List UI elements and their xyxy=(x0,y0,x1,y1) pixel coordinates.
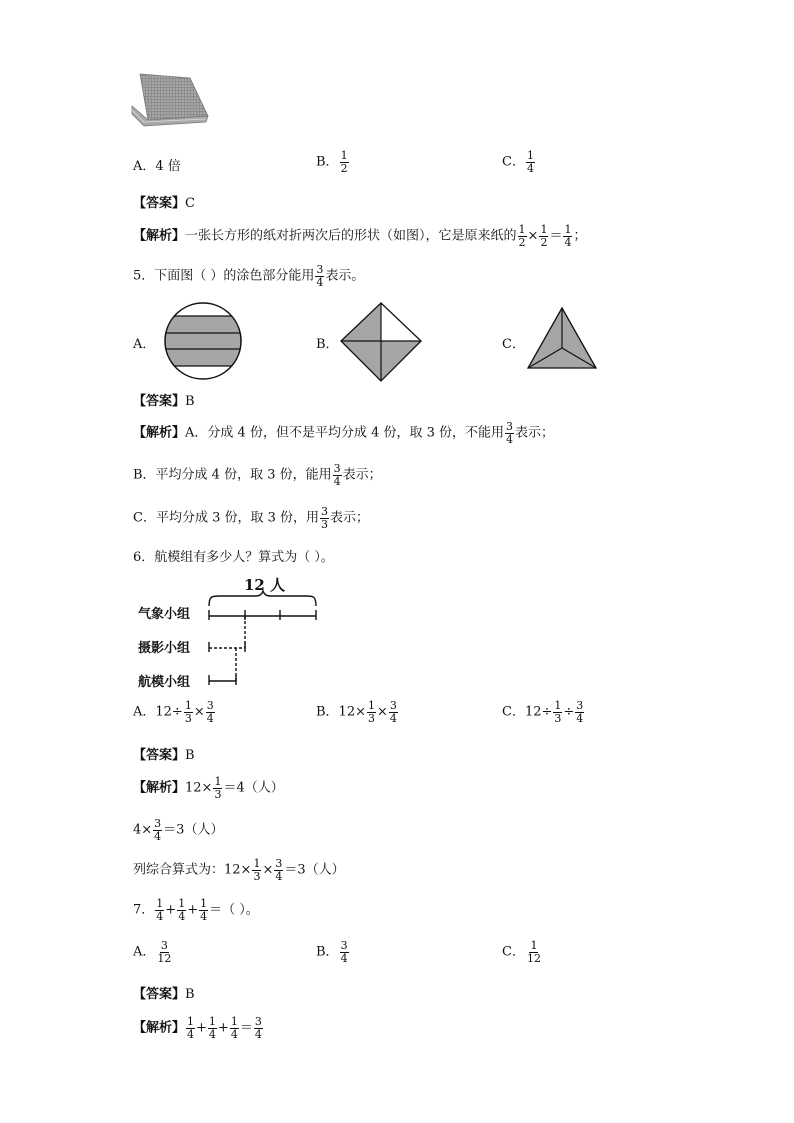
stem-text: 表示。 xyxy=(325,268,365,284)
denominator: 4 xyxy=(506,432,514,446)
q5-answer xyxy=(133,390,195,409)
punctuation: ； xyxy=(573,228,587,244)
analysis-text: B．平均分成 4 份，取 3 份，能用 xyxy=(133,467,332,483)
question-number: 7． xyxy=(133,902,155,918)
operator: × xyxy=(262,862,274,878)
denominator: 3 xyxy=(184,711,192,725)
q6-option-c xyxy=(502,700,585,724)
analysis-text: ＝3（人） xyxy=(163,822,224,838)
denominator: 4 xyxy=(340,951,348,965)
numerator: 3 xyxy=(154,817,162,830)
operator: × xyxy=(193,704,205,720)
answer-value: B xyxy=(185,987,195,1002)
numerator: 1 xyxy=(200,897,208,910)
denominator: 3 xyxy=(253,869,261,883)
diagram-total-label: 12 人 xyxy=(244,576,286,594)
q5-option-b-label: B． xyxy=(316,337,339,352)
q4-option-c xyxy=(502,150,536,174)
analysis-tag: 【解析】 xyxy=(133,780,186,796)
numerator: 1 xyxy=(368,699,375,712)
denominator: 4 xyxy=(526,161,534,175)
numerator: 1 xyxy=(554,699,562,712)
numerator: 1 xyxy=(526,149,534,162)
denominator: 4 xyxy=(178,909,186,923)
q7-answer xyxy=(133,983,195,1002)
analysis-tag: 【解析】 xyxy=(133,1020,186,1036)
q5-option-a-label: A． xyxy=(133,337,156,352)
numerator: 1 xyxy=(253,857,261,870)
option-label: A． xyxy=(133,944,156,960)
numerator: 1 xyxy=(564,223,572,236)
denominator: 4 xyxy=(389,711,397,725)
operator: × xyxy=(527,228,539,244)
answer-tag: 【答案】 xyxy=(133,748,186,763)
denominator: 3 xyxy=(321,517,329,531)
q4-option-b xyxy=(316,150,350,174)
analysis-text: 表示； xyxy=(330,510,370,526)
analysis-text: 表示； xyxy=(342,467,382,483)
answer-tag: 【答案】 xyxy=(133,987,186,1002)
denominator: 12 xyxy=(157,951,172,965)
operator: + xyxy=(196,1020,207,1036)
numerator: 1 xyxy=(340,149,348,162)
numerator: 3 xyxy=(389,699,397,712)
denominator: 4 xyxy=(208,1027,216,1041)
analysis-text: 列综合算式为：12× xyxy=(133,862,252,878)
q7-option-c xyxy=(502,940,543,964)
q4-option-a: A．4 倍 xyxy=(133,159,181,174)
q6-answer xyxy=(133,744,195,763)
denominator: 4 xyxy=(187,1027,195,1041)
numerator: 1 xyxy=(540,223,548,236)
numerator: 1 xyxy=(187,1015,195,1028)
numerator: 1 xyxy=(208,1015,216,1028)
denominator: 3 xyxy=(214,787,222,801)
denominator: 4 xyxy=(230,1027,238,1041)
q6-stem: 6．航模组有多少人？算式为（ ）。 xyxy=(133,550,334,565)
q6-option-a xyxy=(133,700,216,724)
numerator: 1 xyxy=(184,699,192,712)
option-label: B． xyxy=(316,944,339,960)
denominator: 2 xyxy=(540,235,548,249)
answer-value: C xyxy=(185,196,195,211)
denominator: 4 xyxy=(333,474,341,488)
numerator: 3 xyxy=(254,1015,262,1028)
numerator: 3 xyxy=(275,857,283,870)
denominator: 4 xyxy=(564,235,572,249)
answer-tag: 【答案】 xyxy=(133,394,186,409)
folded-paper-image xyxy=(128,70,210,130)
denominator: 4 xyxy=(275,869,283,883)
operator: ÷ xyxy=(563,704,575,720)
numerator: 1 xyxy=(178,897,186,910)
operator: + xyxy=(187,902,199,918)
triangle-figure xyxy=(526,306,598,370)
circle-figure xyxy=(163,302,243,380)
denominator: 12 xyxy=(526,951,541,965)
analysis-tag: 【解析】 xyxy=(133,228,186,244)
analysis-text: 一张长方形的纸对折两次后的形状（如图），它是原来纸的 xyxy=(185,228,517,244)
answer-value: B xyxy=(185,394,195,409)
operator: ＝ xyxy=(239,1020,253,1036)
q6-option-b xyxy=(316,700,399,724)
numerator: 3 xyxy=(506,420,514,433)
q6-analysis-line-1 xyxy=(133,776,284,800)
option-label: C．12÷ xyxy=(502,704,553,720)
answer-tag: 【答案】 xyxy=(133,196,186,211)
numerator: 3 xyxy=(576,699,584,712)
q5-analysis-line-3 xyxy=(133,506,369,530)
q5-analysis-line-1 xyxy=(133,421,554,445)
analysis-text: C．平均分成 3 份，取 3 份，用 xyxy=(133,510,320,526)
analysis-tag: 【解析】 xyxy=(133,425,186,441)
analysis-text: ＝3（人） xyxy=(284,862,345,878)
option-label: C． xyxy=(502,944,525,960)
numerator: 3 xyxy=(316,263,324,276)
q5-analysis-line-2 xyxy=(133,463,382,487)
operator: ＝ xyxy=(549,228,563,244)
q7-analysis xyxy=(133,1016,264,1040)
diamond-figure xyxy=(340,302,422,382)
q7-stem xyxy=(133,898,259,922)
numerator: 3 xyxy=(206,699,214,712)
option-label: A．12÷ xyxy=(133,704,183,720)
diagram-row-label: 航模小组 xyxy=(138,675,191,690)
diagram-row-label: 气象小组 xyxy=(138,607,191,622)
denominator: 4 xyxy=(156,909,164,923)
stem-text: ＝（ ）。 xyxy=(209,902,259,918)
answer-value: B xyxy=(185,748,195,763)
line-segment-diagram xyxy=(200,590,324,690)
numerator: 1 xyxy=(156,897,164,910)
q7-option-b xyxy=(316,940,350,964)
analysis-text: A．分成 4 份，但不是平均分成 4 份，取 3 份，不能用 xyxy=(185,425,505,441)
q5-stem xyxy=(133,264,364,288)
denominator: 4 xyxy=(316,275,324,289)
denominator: 3 xyxy=(368,711,375,725)
analysis-text: 表示； xyxy=(515,425,555,441)
denominator: 4 xyxy=(200,909,208,923)
option-label: B． xyxy=(316,154,339,170)
denominator: 2 xyxy=(518,235,526,249)
q4-analysis xyxy=(133,224,586,248)
diagram-row-label: 摄影小组 xyxy=(138,641,191,656)
denominator: 4 xyxy=(206,711,214,725)
q7-option-a xyxy=(133,940,173,964)
denominator: 4 xyxy=(576,711,584,725)
analysis-text: ＝4（人） xyxy=(223,780,284,796)
denominator: 4 xyxy=(254,1027,262,1041)
numerator: 1 xyxy=(518,223,526,236)
operator: × xyxy=(377,704,388,720)
denominator: 4 xyxy=(154,829,162,843)
option-label: B．12× xyxy=(316,704,366,720)
operator: + xyxy=(217,1020,229,1036)
numerator: 1 xyxy=(230,1015,238,1028)
denominator: 3 xyxy=(554,711,562,725)
numerator: 1 xyxy=(214,775,222,788)
q5-option-c-label: C． xyxy=(502,337,525,352)
operator: + xyxy=(165,902,177,918)
denominator: 2 xyxy=(340,161,348,175)
analysis-text: 4× xyxy=(133,822,153,838)
numerator: 3 xyxy=(160,939,168,952)
analysis-text: 12× xyxy=(185,780,213,796)
numerator: 3 xyxy=(321,505,329,518)
option-label: C． xyxy=(502,154,525,170)
numerator: 3 xyxy=(340,939,348,952)
stem-text: 5．下面图（ ）的涂色部分能用 xyxy=(133,268,315,284)
q6-analysis-line-3 xyxy=(133,858,345,882)
numerator: 1 xyxy=(530,939,538,952)
q6-analysis-line-2 xyxy=(133,818,223,842)
q4-answer xyxy=(133,192,195,211)
numerator: 3 xyxy=(333,462,341,475)
